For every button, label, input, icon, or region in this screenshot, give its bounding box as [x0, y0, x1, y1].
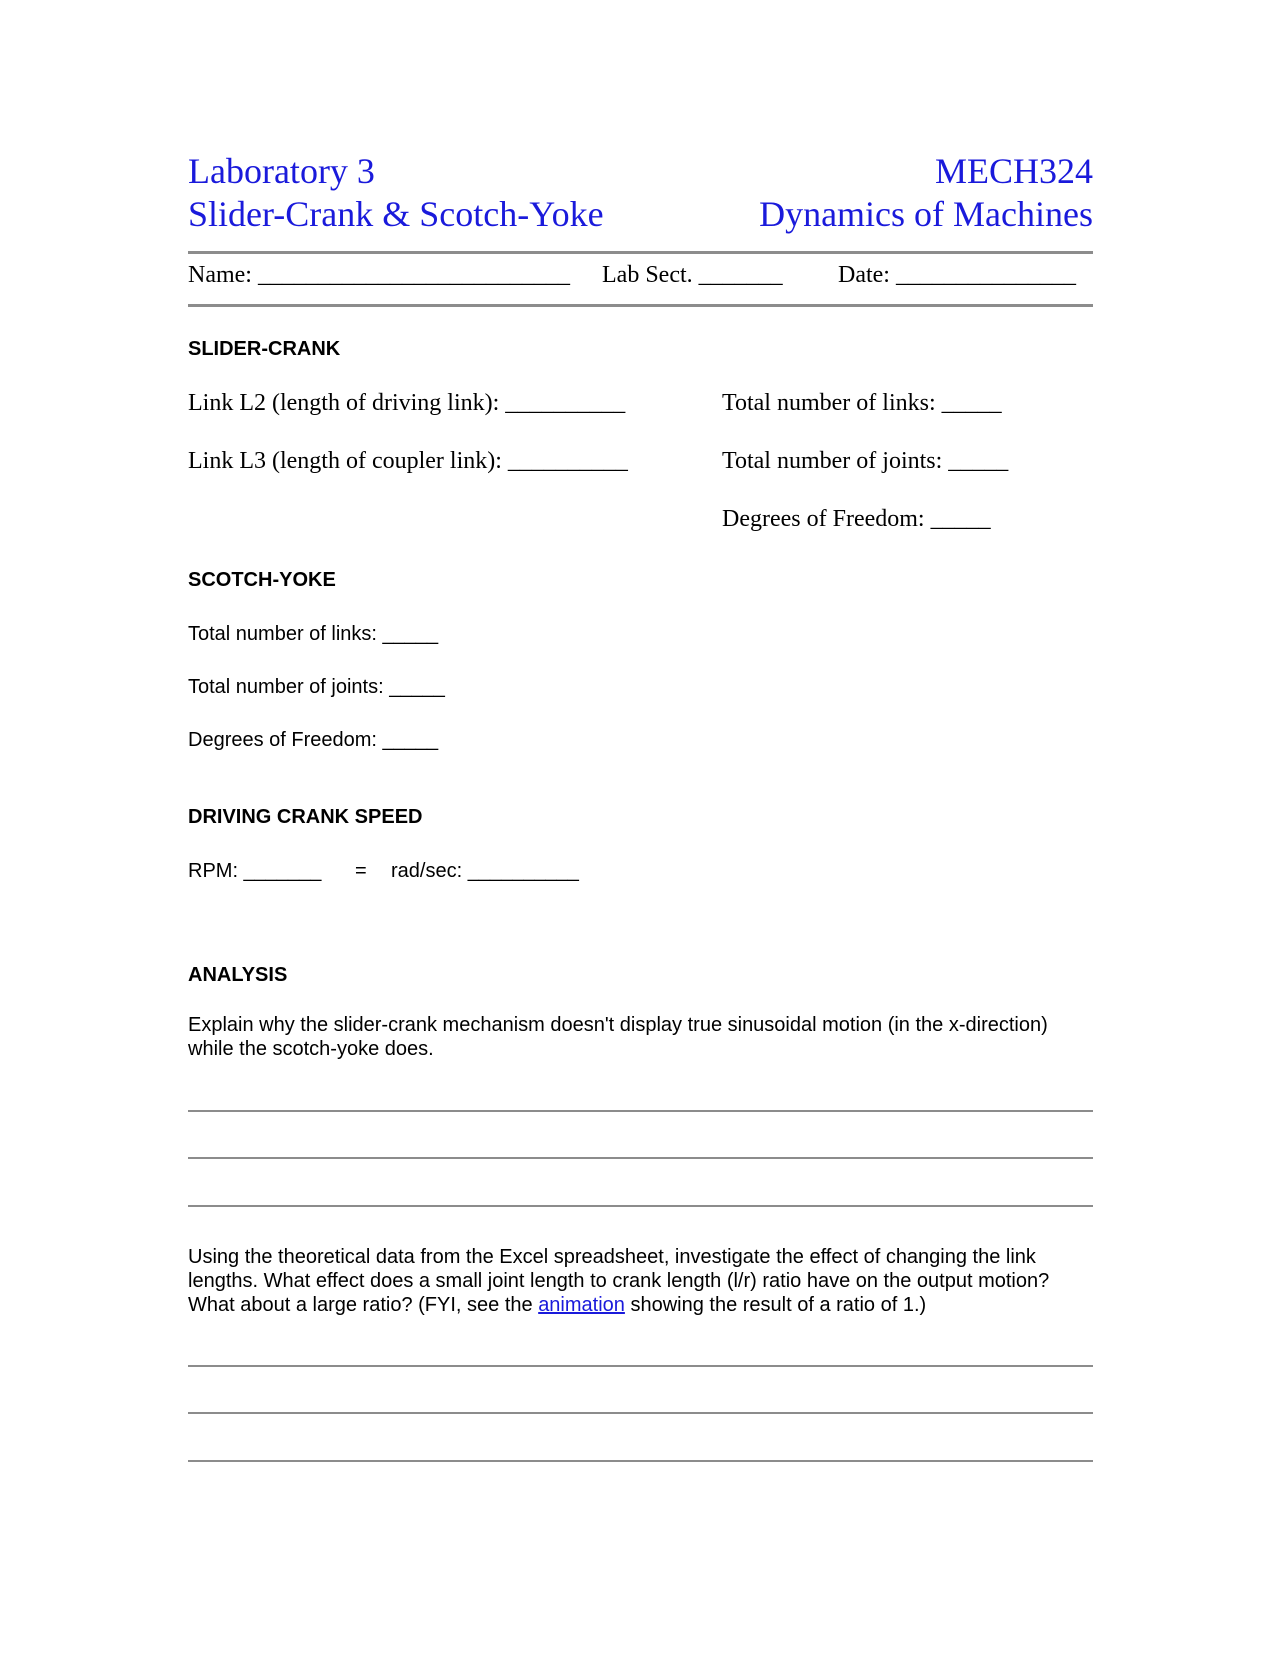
slider-crank-dof-field[interactable]: Degrees of Freedom: _____	[722, 506, 991, 532]
question-2-text-end: showing the result of a ratio of 1.)	[624, 1294, 927, 1316]
answer-line-2[interactable]	[188, 1157, 1093, 1159]
slider-crank-total-joints-field[interactable]: Total number of joints: _____	[722, 448, 1009, 474]
scotch-yoke-total-links-field[interactable]: Total number of links: _____	[188, 623, 439, 645]
analysis-question-2	[188, 1245, 1098, 1317]
animation-link[interactable]: animation	[538, 1294, 625, 1316]
rpm-field[interactable]: RPM: _______	[188, 860, 322, 882]
course-name: Dynamics of Machines	[759, 194, 1093, 234]
date-field[interactable]: Date: _______________	[838, 262, 1076, 288]
answer-line-1[interactable]	[188, 1110, 1093, 1112]
analysis-heading: ANALYSIS	[188, 964, 288, 986]
lab-title: Laboratory 3	[188, 151, 375, 191]
crank-speed-heading: DRIVING CRANK SPEED	[188, 806, 423, 828]
lab-sect-field[interactable]: Lab Sect. _______	[602, 262, 783, 288]
answer-line-5[interactable]	[188, 1412, 1093, 1414]
rad-sec-field[interactable]: rad/sec: __________	[391, 860, 579, 882]
question-2-text: Using the theoretical data from the Excel spreadsheet, investigate the effect of changing the link lengths. What effect does a small joint length to crank length (l/r) ratio have on the output motion? What about a large ratio? (FYI, see the	[188, 1246, 1050, 1316]
scotch-yoke-dof-field[interactable]: Degrees of Freedom: _____	[188, 729, 439, 751]
answer-line-3[interactable]	[188, 1205, 1093, 1207]
answer-line-4[interactable]	[188, 1365, 1093, 1367]
scotch-yoke-total-joints-field[interactable]: Total number of joints: _____	[188, 676, 445, 698]
analysis-question-1: Explain why the slider-crank mechanism doesn't display true sinusoidal motion (in the x-direction) while the scotch-yoke does.	[188, 1014, 1048, 1060]
course-code: MECH324	[934, 151, 1093, 191]
link-l2-field[interactable]: Link L2 (length of driving link): __________	[188, 390, 626, 416]
name-field[interactable]: Name: __________________________	[188, 262, 570, 288]
scotch-yoke-heading: SCOTCH-YOKE	[188, 569, 336, 591]
lab-subtitle: Slider-Crank & Scotch-Yoke	[188, 194, 604, 234]
equals-sign: =	[355, 860, 367, 882]
header-divider-bottom	[188, 304, 1093, 307]
answer-line-6[interactable]	[188, 1460, 1093, 1462]
header-divider-top	[188, 251, 1093, 254]
slider-crank-heading: SLIDER-CRANK	[188, 338, 341, 360]
slider-crank-total-links-field[interactable]: Total number of links: _____	[722, 390, 1002, 416]
link-l3-field[interactable]: Link L3 (length of coupler link): __________	[188, 448, 628, 474]
